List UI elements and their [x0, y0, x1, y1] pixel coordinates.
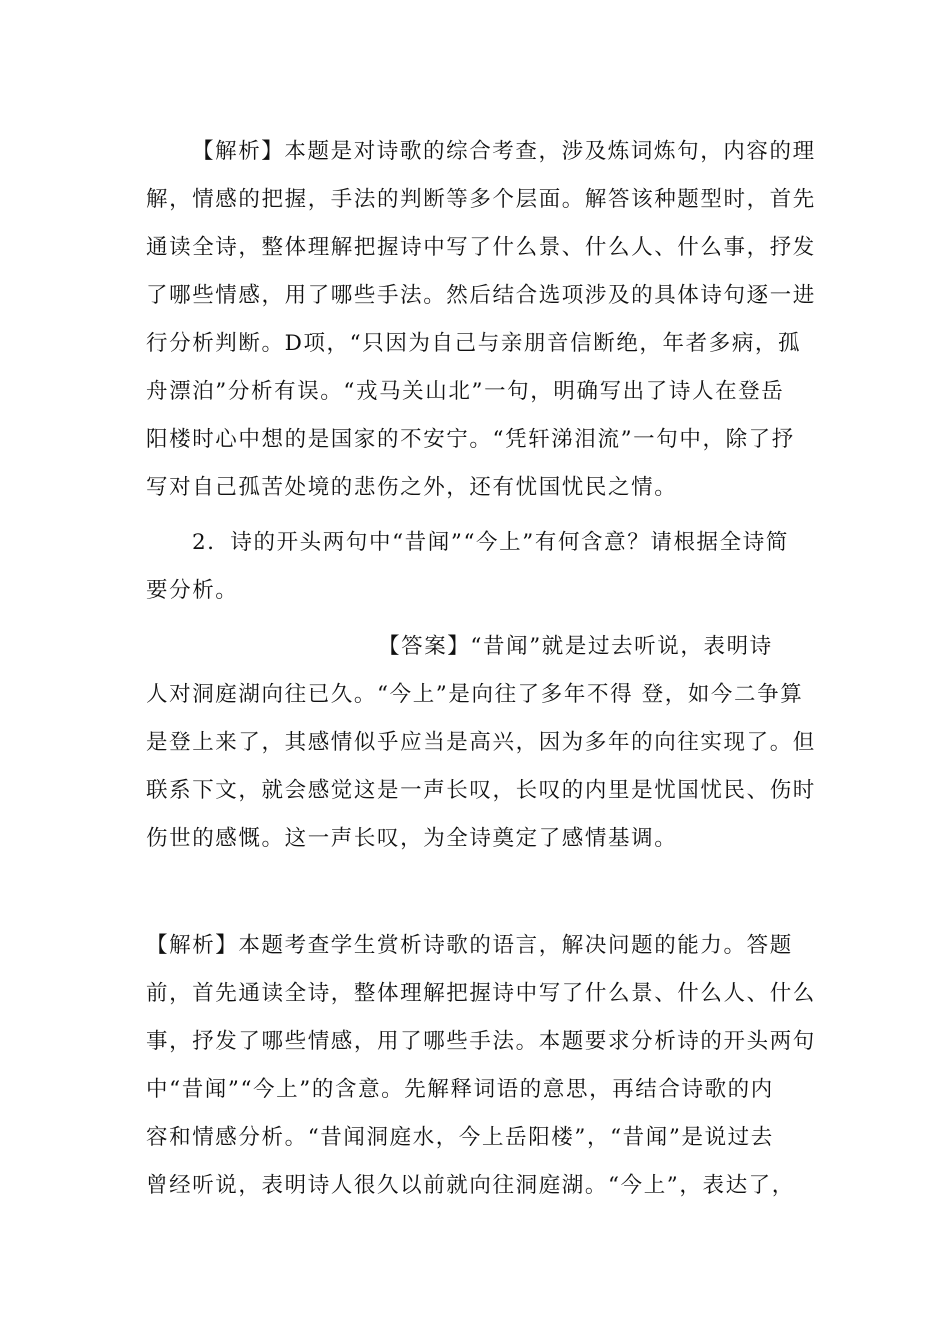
- answer-line: 是登上来了，其感情似乎应当是高兴，因为多年的向往实现了。但: [146, 730, 816, 755]
- question-line: 2．诗的开头两句中“昔闻”“今上”有何含意？请根据全诗简: [192, 530, 789, 555]
- answer-line: 联系下文，就会感觉这是一声长叹，长叹的内里是忧国忧民、伤时: [146, 778, 816, 803]
- answer-line: 人对洞庭湖向往已久。“今上”是向往了多年不得 登，如今二争算: [146, 682, 804, 707]
- analysis-line: 容和情感分析。“昔闻洞庭水，今上岳阳楼”，“昔闻”是说过去: [146, 1125, 774, 1150]
- analysis-line: 中“昔闻”“今上”的含意。先解释词语的意思，再结合诗歌的内: [146, 1077, 774, 1102]
- text-line: 解，情感的把握，手法的判断等多个层面。解答该种题型时，首先: [146, 187, 816, 212]
- text-line: 了哪些情感，用了哪些手法。然后结合选项涉及的具体诗句逐一进: [146, 283, 816, 308]
- analysis-line: 前，首先通读全诗，整体理解把握诗中写了什么景、什么人、什么: [146, 981, 816, 1006]
- analysis-line: 【解析】本题考查学生赏析诗歌的语言，解决问题的能力。答题: [146, 933, 793, 958]
- analysis-line: 事，抒发了哪些情感，用了哪些手法。本题要求分析诗的开头两句: [146, 1029, 816, 1054]
- answer-line: 伤世的感慨。这一声长叹，为全诗奠定了感情基调。: [146, 826, 678, 851]
- text-line: 行分析判断。D项，“只因为自己与亲朋音信断绝，年者多病，孤: [146, 331, 802, 356]
- text-line: 通读全诗，整体理解把握诗中写了什么景、什么人、什么事，抒发: [146, 235, 816, 260]
- text-line: 舟漂泊”分析有误。“戎马关山北”一句，明确写出了诗人在登岳: [146, 379, 785, 404]
- text-line: 【解析】本题是对诗歌的综合考查，涉及炼词炼句，内容的理: [192, 139, 816, 164]
- question-line: 要分析。: [146, 578, 239, 603]
- text-line: 阳楼时心中想的是国家的不安宁。“凭轩涕泪流”一句中，除了抒: [146, 427, 795, 452]
- answer-line: 【答案】“昔闻”就是过去听说，表明诗: [378, 634, 773, 659]
- text-line: 写对自己孤苦处境的悲伤之外，还有忧国忧民之情。: [146, 475, 678, 500]
- analysis-line: 曾经听说，表明诗人很久以前就向往洞庭湖。“今上”，表达了，: [146, 1173, 795, 1198]
